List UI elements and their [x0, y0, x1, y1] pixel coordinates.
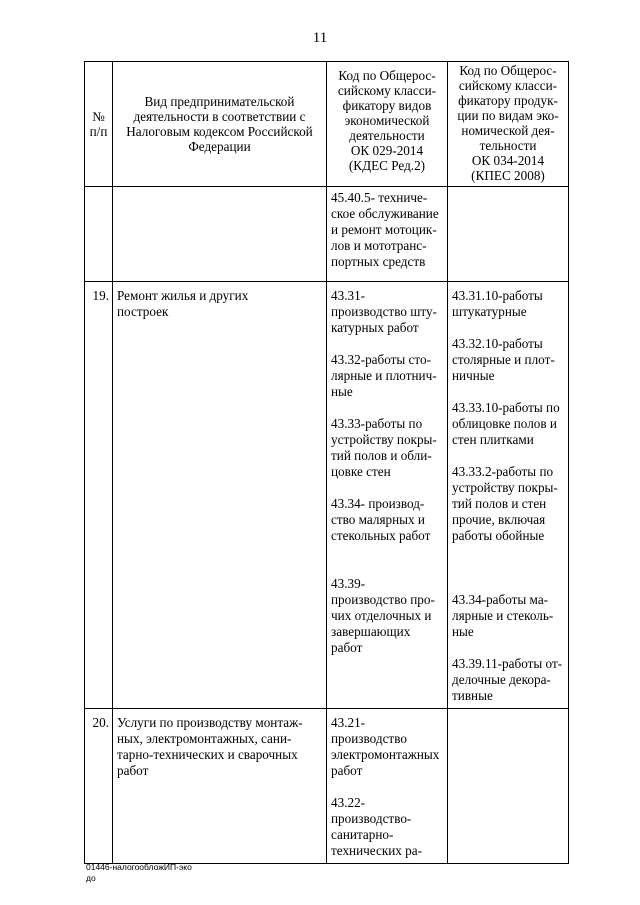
- document-footer: 01446-налогообложИП-эко до: [86, 862, 192, 883]
- okpd-entry: 43.39.11-работы от- делочные декора- тивные: [452, 656, 563, 703]
- okpd-entry: 43.33.2-работы по устройству покры- тий полов и стен прочие, включая работы обойные: [452, 464, 558, 543]
- cell-activity: [113, 709, 327, 864]
- okpd-entry: 43.32.10-работы столярные и плот- ничные: [452, 336, 555, 383]
- okved-entry: 45.40.5- техниче- ское обслуживание и ремонт мотоцик- лов и мототранс- портных средств: [331, 190, 439, 269]
- cell-number: 20.: [85, 709, 113, 864]
- okved-entry: 43.21- производство электромонтажных работ: [331, 715, 440, 778]
- cell-okved: [327, 282, 448, 709]
- header-activity: Вид предпринимательской деятельности в соответствии с Налоговым кодексом Российской Федерации: [113, 62, 327, 187]
- okpd-entry: 43.33.10-работы по облицовке полов и стен плитками: [452, 400, 560, 447]
- okved-entry: 43.31- производство шту- катурных работ: [331, 288, 437, 335]
- cell-okpd: [448, 709, 569, 864]
- cell-activity: [113, 282, 327, 709]
- header-okved: Код по Общерос- сийскому класси- фикатору видов экономической деятельности ОК 029-2014 (КДЕС Ред.2): [327, 62, 448, 187]
- header-okpd: Код по Общерос- сийскому класси- фикатору продук- ции по видам эко- номической дея- тельности ОК 034-2014 (КПЕС 2008): [448, 62, 569, 187]
- table-row-19: [85, 282, 569, 709]
- okved-entry: 43.34- производ- ство малярных и стекольных работ: [331, 496, 431, 543]
- okved-entry: 43.32-работы сто- лярные и плотнич- ные: [331, 352, 437, 399]
- activity-text: Ремонт жилья и других построек: [117, 288, 249, 319]
- cell-activity: [113, 187, 327, 282]
- cell-okved: [327, 709, 448, 864]
- table-header-row: [85, 62, 569, 187]
- cell-number: 19.: [85, 282, 113, 709]
- cell-number: [85, 187, 113, 282]
- cell-okpd: [448, 282, 569, 709]
- okved-entry: 43.33-работы по устройству покры- тий полов и обли- цовке стен: [331, 416, 437, 479]
- table-row-20: [85, 709, 569, 864]
- cell-okpd: [448, 187, 569, 282]
- okpd-entry: 43.31.10-работы штукатурные: [452, 288, 543, 319]
- activity-text: Услуги по производству монтаж- ных, электромонтажных, сани- тарно-технических и сварочных работ: [117, 715, 303, 778]
- okved-entry: 43.39- производство про- чих отделочных и завершающих работ: [331, 576, 435, 655]
- header-number: № п/п: [85, 62, 113, 187]
- activity-table: [84, 61, 569, 864]
- table-row-continuation: [85, 187, 569, 282]
- cell-okved: [327, 187, 448, 282]
- okpd-entry: 43.34-работы ма- лярные и стеколь- ные: [452, 592, 554, 639]
- okved-entry: 43.22- производство- санитарно- технических ра-: [331, 795, 423, 858]
- page-number: 11: [312, 30, 328, 46]
